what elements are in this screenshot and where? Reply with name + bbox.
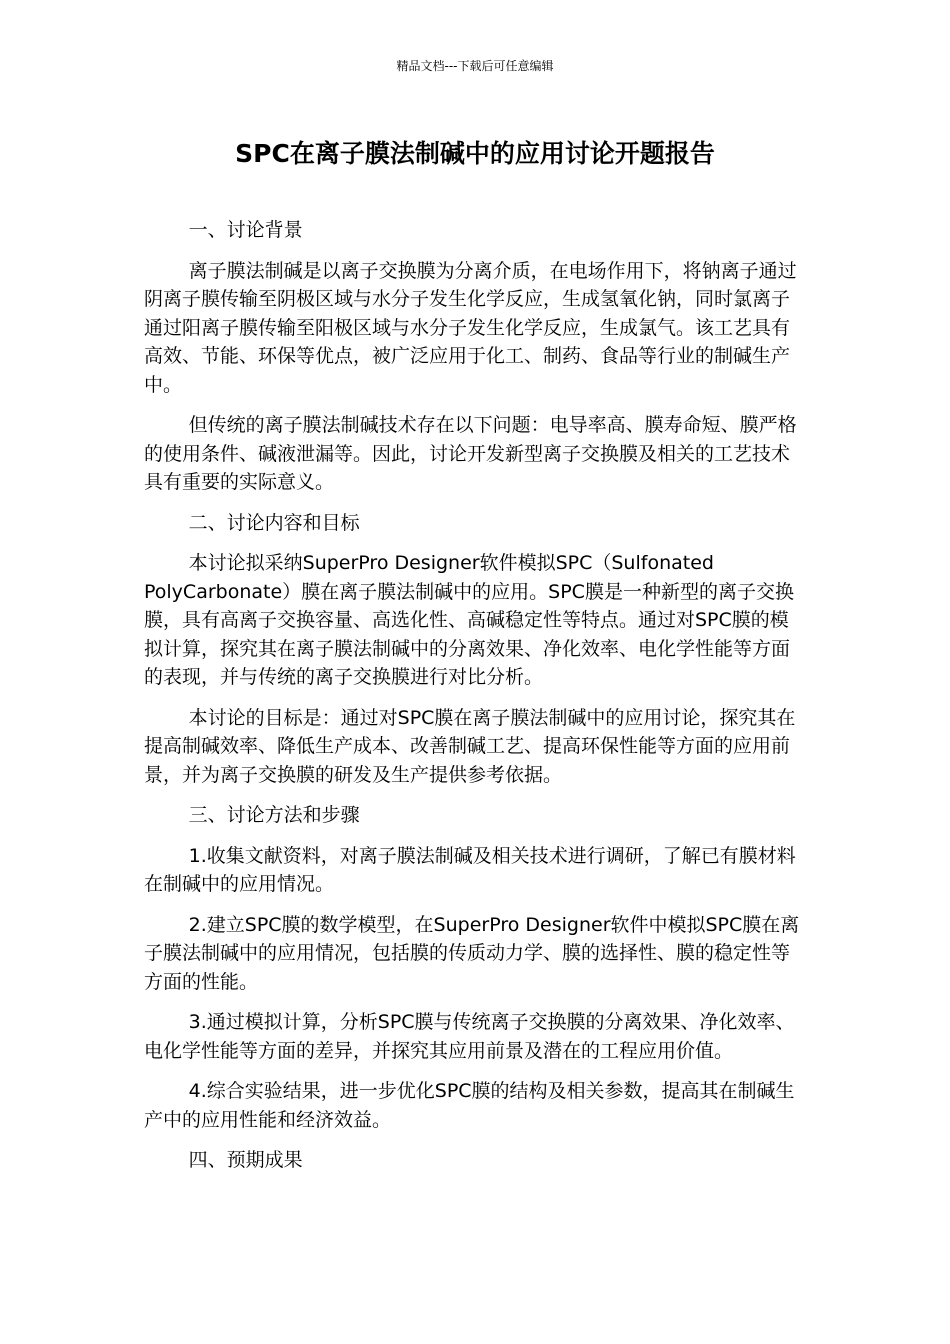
paragraph-step-2: 2.建立SPC膜的数学模型，在SuperPro Designer软件中模拟SPC膜在离子膜法制碱中的应用情况，包括膜的传质动力学、膜的选择性、膜的稳定性等方面的性能。 <box>144 913 800 993</box>
paragraph-step-3: 3.通过模拟计算，分析SPC膜与传统离子交换膜的分离效果、净化效率、电化学性能等方面的差异，并探究其应用前景及潜在的工程应用价值。 <box>144 1011 795 1062</box>
section-heading-content-goals: 二、讨论内容和目标 <box>188 511 360 534</box>
paragraph-background-1: 离子膜法制碱是以离子交换膜为分离介质，在电场作用下，将钠离子通过阴离子膜传输至阴极区域与水分子发生化学反应，生成氢氧化钠，同时氯离子通过阳离子膜传输至阳极区域与水分子发生化学反应，生成氯气。该工艺具有高效、节能、环保等优点，被广泛应用于化工、制药、食品等行业的制碱生产中。 <box>144 259 797 396</box>
section-heading-expected-results: 四、预期成果 <box>188 1149 303 1171</box>
page-header-note: 精品文档---下载后可任意编辑 <box>396 59 554 73</box>
section-heading-background: 一、讨论背景 <box>188 219 303 241</box>
paragraph-content-1: 本讨论拟采纳SuperPro Designer软件模拟SPC（Sulfonated PolyCarbonate）膜在离子膜法制碱中的应用。SPC膜是一种新型的离子交换膜，具有高离子交换容量、高选化性、高碱稳定性等特点。通过对SPC膜的模拟计算，探究其在离子膜法制碱中的分离效果、净化效率、电化学性能等方面的表现，并与传统的离子交换膜进行对比分析。 <box>144 552 794 688</box>
section-heading-methods: 三、讨论方法和步骤 <box>188 804 360 826</box>
paragraph-background-2: 但传统的离子膜法制碱技术存在以下问题：电导率高、膜寿命短、膜严格的使用条件、碱液泄漏等。因此，讨论开发新型离子交换膜及相关的工艺技术具有重要的实际意义。 <box>144 414 797 493</box>
paragraph-step-1: 1.收集文献资料，对离子膜法制碱及相关技术进行调研，了解已有膜材料在制碱中的应用情况。 <box>144 844 796 895</box>
paragraph-step-4: 4.综合实验结果，进一步优化SPC膜的结构及相关参数，提高其在制碱生产中的应用性能和经济效益。 <box>144 1080 795 1131</box>
document-title: SPC在离子膜法制碱中的应用讨论开题报告 <box>235 139 715 168</box>
paragraph-goals: 本讨论的目标是：通过对SPC膜在离子膜法制碱中的应用讨论，探究其在提高制碱效率、降低生产成本、改善制碱工艺、提高环保性能等方面的应用前景，并为离子交换膜的研发及生产提供参考依据。 <box>144 706 796 786</box>
document-body <box>144 216 806 1187</box>
